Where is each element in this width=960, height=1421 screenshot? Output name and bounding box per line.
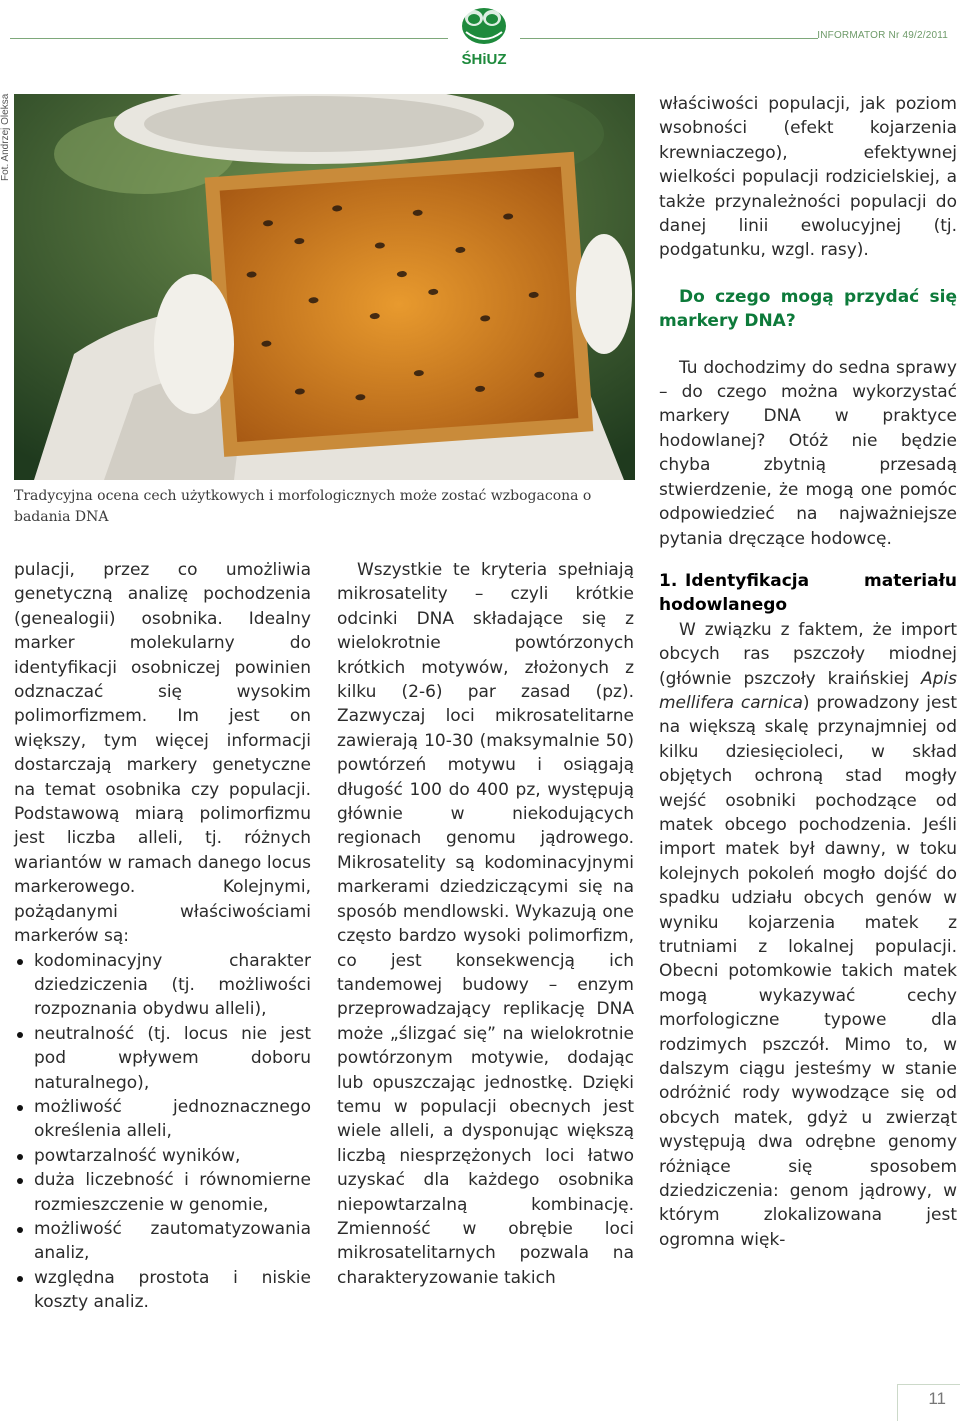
text-run: W związku z faktem, że import obcych ras pszczoły miodnej (głównie pszczoły kraińskiej: [659, 619, 957, 689]
species-name: Apis mellifera carnica: [659, 668, 957, 713]
section-title: Identyfikacja materiału hodowlanego: [659, 570, 957, 616]
beekeeper-photo: [14, 94, 635, 480]
header-rule-right: [520, 38, 818, 39]
paragraph: właściwości populacji, jak poziom wsobności (efekt kojarzenia krewniaczego), efektywnej wielkości populacji rodzicielskiej, a także przynależności populacji do danej linii ewolucyjnej (tj. podgatunku, wzgl. rasy).: [659, 94, 957, 261]
column-3: [659, 92, 957, 1252]
header-rule-left: [10, 38, 448, 39]
photo-credit: Fot. Andrzej Oleksa: [0, 94, 11, 182]
page-number: 11: [928, 1389, 946, 1408]
marker-properties-list: [14, 949, 311, 1315]
section-heading: [659, 569, 957, 618]
list-item: względna prostota i niskie koszty analiz.: [14, 1266, 311, 1315]
paragraph: Wszystkie te kryteria spełniają mikrosatelity – czyli krótkie odcinki DNA składające się z wielokrotnie powtórzonych krótkich motywów, złożonych z kilku (2-6) par zasad (pz). Zazwyczaj loci mikrosatelitarne zawierają 10-30 (maksymalnie 50) powtórzeń motywu i osiągają długość 100 do 400 pz, występują głównie w niekodujących regionach genomu jądrowego. Mikrosatelity są kodominacyjnymi markerami dziedziczącymi się na sposób mendlowski. Wykazują one często bardzo wysoki polimorfizm, co jest konsekwencją ich tandemowej budowy – enzym przeprowadzający replikację DNA może „ślizgać się” na wielokrotnie powtórzonym motywie, dodając lub opuszczając jednostkę. Dzięki temu w populacji obecnych jest wiele alleli, a dysponując większą liczbą niesprzężonych loci łatwo uzyskać dla każdego osobnika niepowtarzalną kombinację. Zmienność w obrębie loci mikrosatelitarnych pozwala na charakteryzowanie takich: [337, 560, 634, 1288]
paragraph: pulacji, przez co umożliwia genetyczną analizę pochodzenia (genealogii) osobnika. Idealny marker molekularny do identyfikacji osobniczej powinien odznaczać się wysokim polimorfizmem. Im jest on większy, tym więcej informacji dostarczają markery genetyczne na temat osobnika czy populacji. Podstawową miarą polimorfizmu jest liczba alleli, tj. różnych wariantów w ramach danego locus markerowego. Kolejnymi, pożądanymi właściwościami markerów są:: [14, 560, 311, 947]
paragraph: [659, 618, 957, 1253]
list-item: duża liczebność i równomierne rozmieszczenie w genomie,: [14, 1168, 311, 1217]
paragraph: Tu dochodzimy do sedna sprawy – do czego można wykorzystać markery DNA w praktyce hodowlanej? Otóż nie będzie chyba zbytnią przesadą stwierdzenie, że mogą one pomóc odpowiedzieć na najważniejsze pytania dręczące hodowcę.: [659, 357, 957, 549]
list-item: możliwość zautomatyzowania analiz,: [14, 1217, 311, 1266]
shiuz-logo: [452, 2, 516, 72]
column-2: [337, 558, 634, 1290]
list-item: powtarzalność wyników,: [14, 1144, 311, 1168]
section-number: 1.: [659, 570, 678, 591]
issue-label: INFORMATOR Nr 49/2/2011: [817, 30, 948, 41]
subheading: Do czego mogą przydać się markery DNA?: [659, 286, 957, 332]
text-run: ) prowadzony jest na większą skalę przynajmniej od kilku dziesięcioleci, w skład objętych ochroną stad mogły wejść osobniki pochodzące od matek obcego pochodzenia. Jeśli import matek był dawny, w toku kolejnych pokoleń mogło dojść do spadku udziału obcych genów w wyniku kojarzenia matek z trutniami z lokalnej populacji. Obecni potomkowie takich matek mogą wykazywać cechy morfologiczne typowe dla rodzimych pszczół. Mimo to, w dalszym ciągu jesteśmy w stanie odróżnić rody wywodzące się od obcych matek, gdyż u zwierząt występują dwa odrębne genomy różniące się sposobem dziedziczenia: genom jądrowy, w którym zlokalizowana jest ogromna więk-: [659, 692, 957, 1250]
list-item: neutralność (tj. locus nie jest pod wpływem doboru naturalnego),: [14, 1022, 311, 1095]
column-1: [14, 558, 311, 1315]
svg-text:ŚHiUZ: ŚHiUZ: [461, 51, 507, 68]
list-item: możliwość jednoznacznego określenia alleli,: [14, 1095, 311, 1144]
photo-caption: Tradycyjna ocena cech użytkowych i morfologicznych może zostać wzbogacona o badania DNA: [14, 488, 592, 525]
list-item: kodominacyjny charakter dziedziczenia (tj. możliwości rozpoznania obydwu alleli),: [14, 949, 311, 1022]
